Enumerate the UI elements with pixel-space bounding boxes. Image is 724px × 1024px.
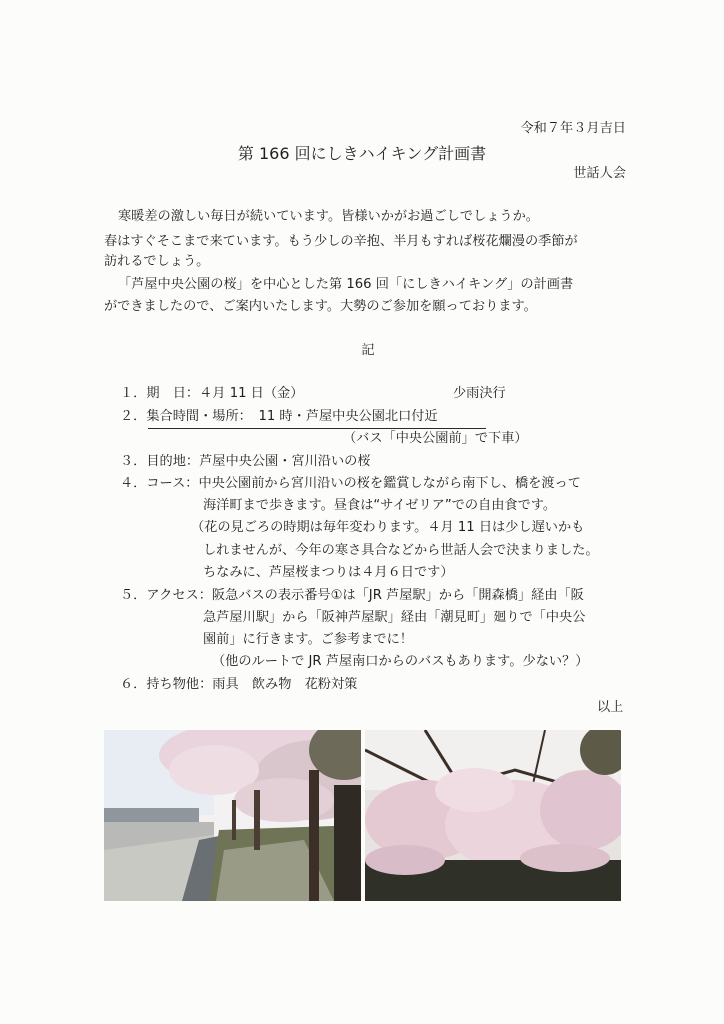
item-course-note-1: （花の見ごろの時期は毎年変わります。４月 11 日は少し遅いかも [191, 520, 585, 535]
document-date: 令和７年３月吉日 [520, 121, 626, 136]
document-title: 第 166 回にしきハイキング計画書 [237, 144, 487, 163]
ki-heading: 記 [361, 343, 375, 358]
closing-ijou: 以上 [597, 700, 624, 715]
item-date: １．期 日：４月 11 日（金） [120, 386, 304, 401]
item-course-2: 海洋町まで歩きます。昼食は“サイゼリア”での自由食です。 [203, 498, 557, 513]
item-meeting-note: （バス「中央公園前」で下車） [343, 431, 528, 446]
intro-line-5: ができましたので、ご案内いたします。大勢のご参加を願っております。 [104, 299, 537, 314]
cherry-path-photo [104, 730, 361, 901]
item-access-2: 急芦屋川駅」から「阪神芦屋駅」経由「潮見町」廻りで「中央公 [203, 610, 586, 625]
intro-line-4: 「芦屋中央公園の桜」を中心とした第 166 回「にしきハイキング」の計画書 [118, 277, 574, 292]
item-date-note: 少雨決行 [453, 386, 506, 401]
cherry-blossom-photo [365, 730, 621, 901]
item-meeting: ２．集合時間・場所： 11 時・芦屋中央公園北口付近 [120, 409, 438, 424]
meeting-underline [148, 428, 486, 429]
item-course-note-2: しれませんが、今年の寒さ具合などから世話人会で決まりました。 [203, 543, 599, 558]
item-destination: ３．目的地：芦屋中央公園・宮川沿いの桜 [120, 454, 371, 469]
item-access-3: 園前」に行きます。ご参考までに！ [203, 632, 413, 647]
item-belongings: ６．持ち物他：雨具 飲み物 花粉対策 [120, 677, 358, 692]
intro-line-2: 春はすぐそこまで来ています。もう少しの辛抱、半月もすれば桜花爛漫の季節が [104, 234, 578, 249]
intro-line-3: 訪れるでしょう。 [104, 254, 210, 269]
item-course-1: ４．コース：中央公園前から宮川沿いの桜を鑑賞しながら南下し、橋を渡って [120, 476, 581, 491]
item-access-1: ５．アクセス：阪急バスの表示番号①は「JR 芦屋駅」から「開森橋」経由「阪 [120, 588, 584, 603]
intro-line-1: 寒暖差の激しい毎日が続いています。皆様いかがお過ごしでしょうか。 [118, 209, 539, 224]
item-access-note: （他のルートで JR 芦屋南口からのバスもあります。少ない？） [212, 654, 589, 669]
item-course-note-3: ちなみに、芦屋桜まつりは４月６日です） [203, 565, 454, 580]
organizer-name: 世話人会 [573, 166, 626, 181]
